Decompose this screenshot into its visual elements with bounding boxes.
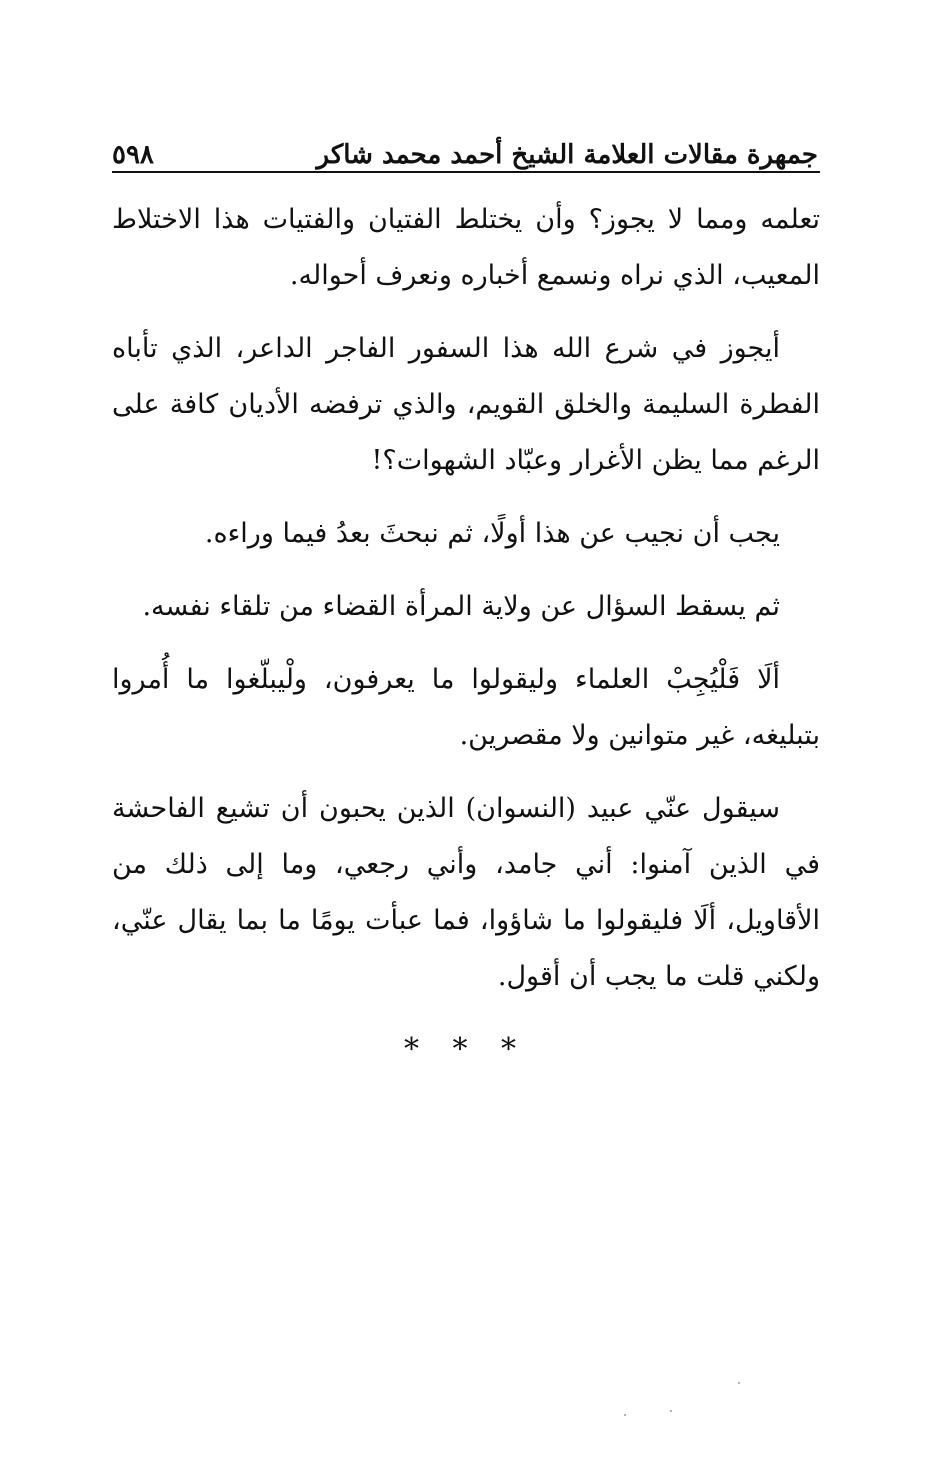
paragraph-2: أيجوز في شرع الله هذا السفور الفاجر الداعر، الذي تأباه الفطرة السليمة والخلق القويم، والذي ترفضه الأديان كافة على الرغم مما يظن الأغرار وعبّاد الشهوات؟! (112, 333, 820, 476)
paragraph-1: تعلمه ومما لا يجوز؟ وأن يختلط الفتيان والفتيات هذا الاختلاط المعيب، الذي نراه ونسمع أخباره ونعرف أحواله. (112, 204, 820, 291)
scan-specks (610, 1380, 760, 1420)
book-title: جمهرة مقالات العلامة الشيخ أحمد محمد شاكر (316, 140, 818, 171)
paragraph-6: سيقول عنّي عبيد (النسوان) الذين يحبون أن تشيع الفاحشة في الذين آمنوا: أني جامد، وأني رجعي، وما إلى ذلك من الأقاويل، ألَا فليقولوا ما شاؤوا، فما عبأت يومًا ما بما يقال عنّي، ولكني قلت ما يجب أن أقول. (112, 793, 820, 992)
paragraph-4: ثم يسقط السؤال عن ولاية المرأة القضاء من تلقاء نفسه. (142, 591, 780, 622)
page-number: ٥٩٨ (112, 140, 154, 171)
scan-speck (624, 1414, 626, 1416)
scan-speck (738, 1382, 740, 1384)
body-text (112, 192, 820, 1078)
section-separator: * * * (403, 1032, 529, 1067)
header-rule (112, 171, 820, 173)
paragraph-3: يجب أن نجيب عن هذا أولًا، ثم نبحثَ بعدُ فيما وراءه. (204, 518, 780, 549)
scan-speck (670, 1410, 672, 1412)
paragraph-5: ألَا فَلْيُجِبْ العلماء وليقولوا ما يعرفون، ولْيبلّغوا ما أُمروا بتبليغه، غير متوانين ولا مقصرين. (112, 664, 820, 751)
running-header (112, 118, 818, 170)
